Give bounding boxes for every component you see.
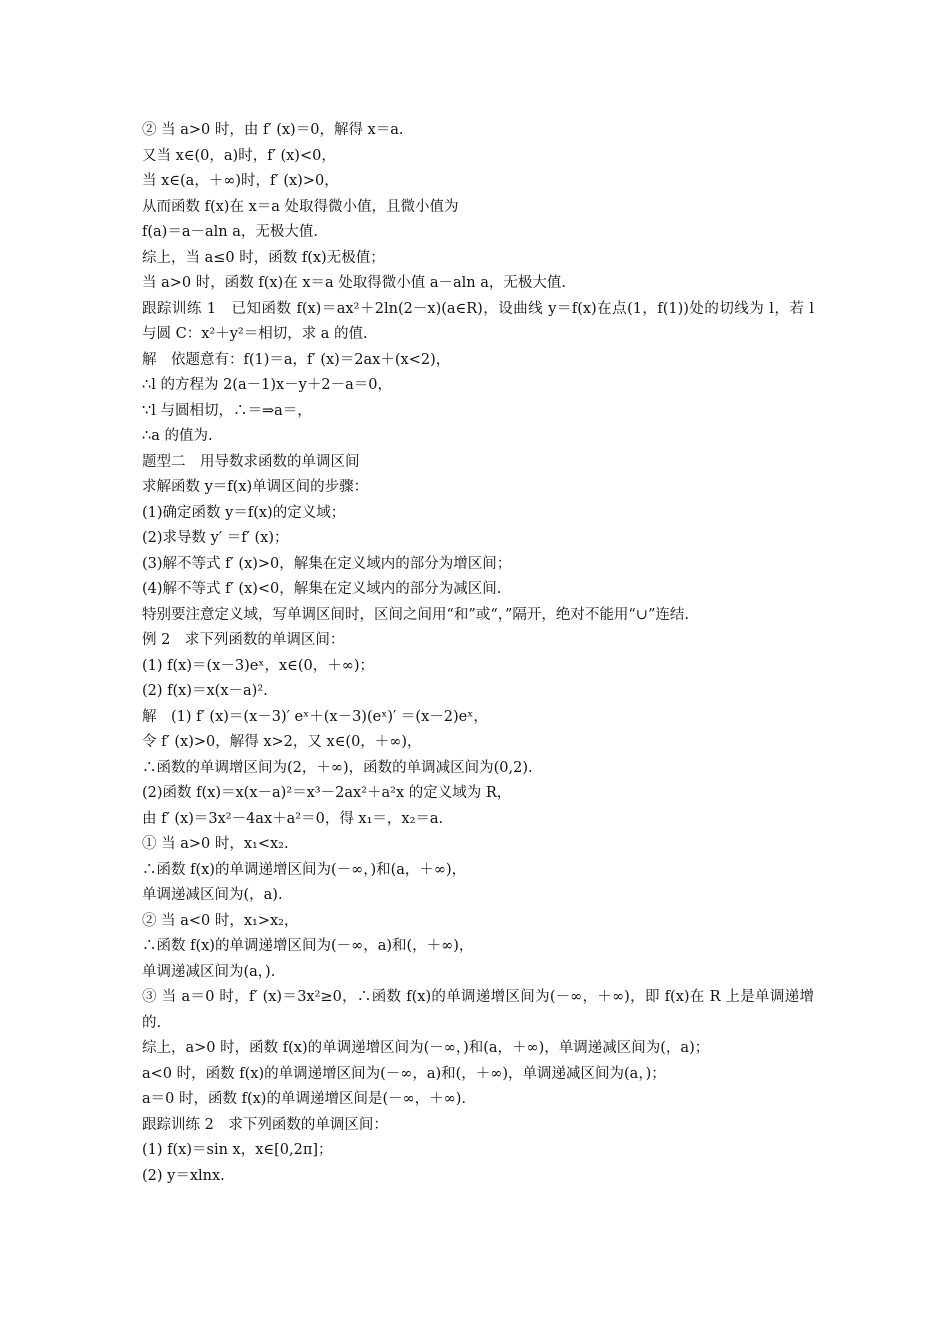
text-line: 单调递减区间为(，a). bbox=[142, 887, 283, 903]
text-line: 当 a>0 时，函数 f(x)在 x＝a 处取得微小值 a－aln a，无极大值. bbox=[142, 275, 566, 291]
text-line: ① 当 a>0 时，x₁<x₂. bbox=[142, 836, 289, 852]
text-line: 当 x∈(a，＋∞)时，f′ (x)>0， bbox=[142, 173, 339, 189]
text-line: (2) f(x)＝x(x－a)². bbox=[142, 683, 268, 699]
example-heading: 例 2 求下列函数的单调区间： bbox=[142, 632, 345, 648]
text-line: (2)求导数 y′ ＝f′ (x)； bbox=[142, 530, 289, 546]
case-3-paragraph: ③ 当 a＝0 时，f′ (x)＝3x²≥0，∴函数 f(x)的单调递增区间为(－∞，＋∞)，即 f(x)在 R 上是单调递增的. bbox=[142, 989, 814, 1031]
text-line: (3)解不等式 f′ (x)>0，解集在定义域内的部分为增区间； bbox=[142, 555, 512, 572]
text-line: (1)确定函数 y＝f(x)的定义域； bbox=[142, 504, 346, 521]
text-line: ∴函数 f(x)的单调递增区间为(－∞，a)和(，＋∞)， bbox=[142, 938, 474, 954]
text-line: 求解函数 y＝f(x)单调区间的步骤： bbox=[142, 479, 369, 495]
exercise-1-statement: 跟踪训练 1 已知函数 f(x)＝ax²＋2ln(2－x)(a∈R)，设曲线 y＝f(x)在点(1，f(1))处的切线为 l，若 l 与圆 C：x²＋y²＝相切，求 a 的值. bbox=[142, 300, 814, 342]
text-line: f(a)＝a－aln a，无极大值. bbox=[142, 224, 318, 240]
text-line: ∴a 的值为. bbox=[142, 428, 213, 444]
text-line: ② 当 a>0 时，由 f′ (x)＝0，解得 x＝a. bbox=[142, 122, 404, 138]
text-line: ② 当 a<0 时，x₁>x₂， bbox=[142, 912, 299, 929]
text-line: 综上，当 a≤0 时，函数 f(x)无极值； bbox=[142, 249, 385, 266]
text-line: 令 f′ (x)>0，解得 x>2，又 x∈(0，＋∞)， bbox=[142, 734, 422, 750]
text-line: ∴l 的方程为 2(a－1)x－y＋2－a＝0， bbox=[142, 377, 392, 393]
text-line: a＝0 时，函数 f(x)的单调递增区间是(－∞，＋∞). bbox=[142, 1091, 467, 1107]
text-line: (2)函数 f(x)＝x(x－a)²＝x³－2ax²＋a²x 的定义域为 R， bbox=[142, 785, 512, 801]
text-line: (2) y＝xlnx. bbox=[142, 1167, 225, 1184]
text-line: ∵l 与圆相切，∴＝⇒a＝， bbox=[142, 402, 312, 419]
section-heading: 题型二 用导数求函数的单调区间 bbox=[142, 453, 360, 470]
text-line: 由 f′ (x)＝3x²－4ax＋a²＝0，得 x₁＝，x₂＝a. bbox=[142, 810, 444, 827]
text-line: 单调递减区间为(a，). bbox=[142, 963, 276, 980]
text-line: (4)解不等式 f′ (x)<0，解集在定义域内的部分为减区间. bbox=[142, 581, 502, 597]
text-line: a<0 时，函数 f(x)的单调递增区间为(－∞，a)和(，＋∞)，单调递减区间为(a，)； bbox=[142, 1065, 666, 1082]
text-line: ∴函数 f(x)的单调递增区间为(－∞，)和(a，＋∞)， bbox=[142, 861, 467, 878]
text-line: 解 (1) f′ (x)＝(x－3)′ eˣ＋(x－3)(eˣ)′ ＝(x－2)eˣ， bbox=[142, 708, 488, 725]
document-page bbox=[142, 118, 814, 1189]
text-line: (1) f(x)＝sin x，x∈[0,2π]； bbox=[142, 1142, 333, 1158]
text-line: 解 依题意有：f(1)＝a，f′ (x)＝2ax＋(x<2)， bbox=[142, 351, 451, 368]
text-line: 又当 x∈(0，a)时，f′ (x)<0， bbox=[142, 147, 336, 164]
note-paragraph: 特别要注意定义域，写单调区间时，区间之间用“和”或“，”隔开，绝对不能用“∪”连结. bbox=[142, 606, 689, 623]
exercise-heading: 跟踪训练 2 求下列函数的单调区间： bbox=[142, 1116, 388, 1133]
text-line: ∴函数的单调增区间为(2，＋∞)，函数的单调减区间为(0,2). bbox=[142, 759, 533, 776]
text-line: 综上，a>0 时，函数 f(x)的单调递增区间为(－∞，)和(a，＋∞)，单调递减区间为(，a)； bbox=[142, 1040, 710, 1056]
text-line: (1) f(x)＝(x－3)eˣ，x∈(0，＋∞)； bbox=[142, 657, 374, 674]
text-line: 从而函数 f(x)在 x＝a 处取得微小值，且微小值为 bbox=[142, 198, 459, 215]
